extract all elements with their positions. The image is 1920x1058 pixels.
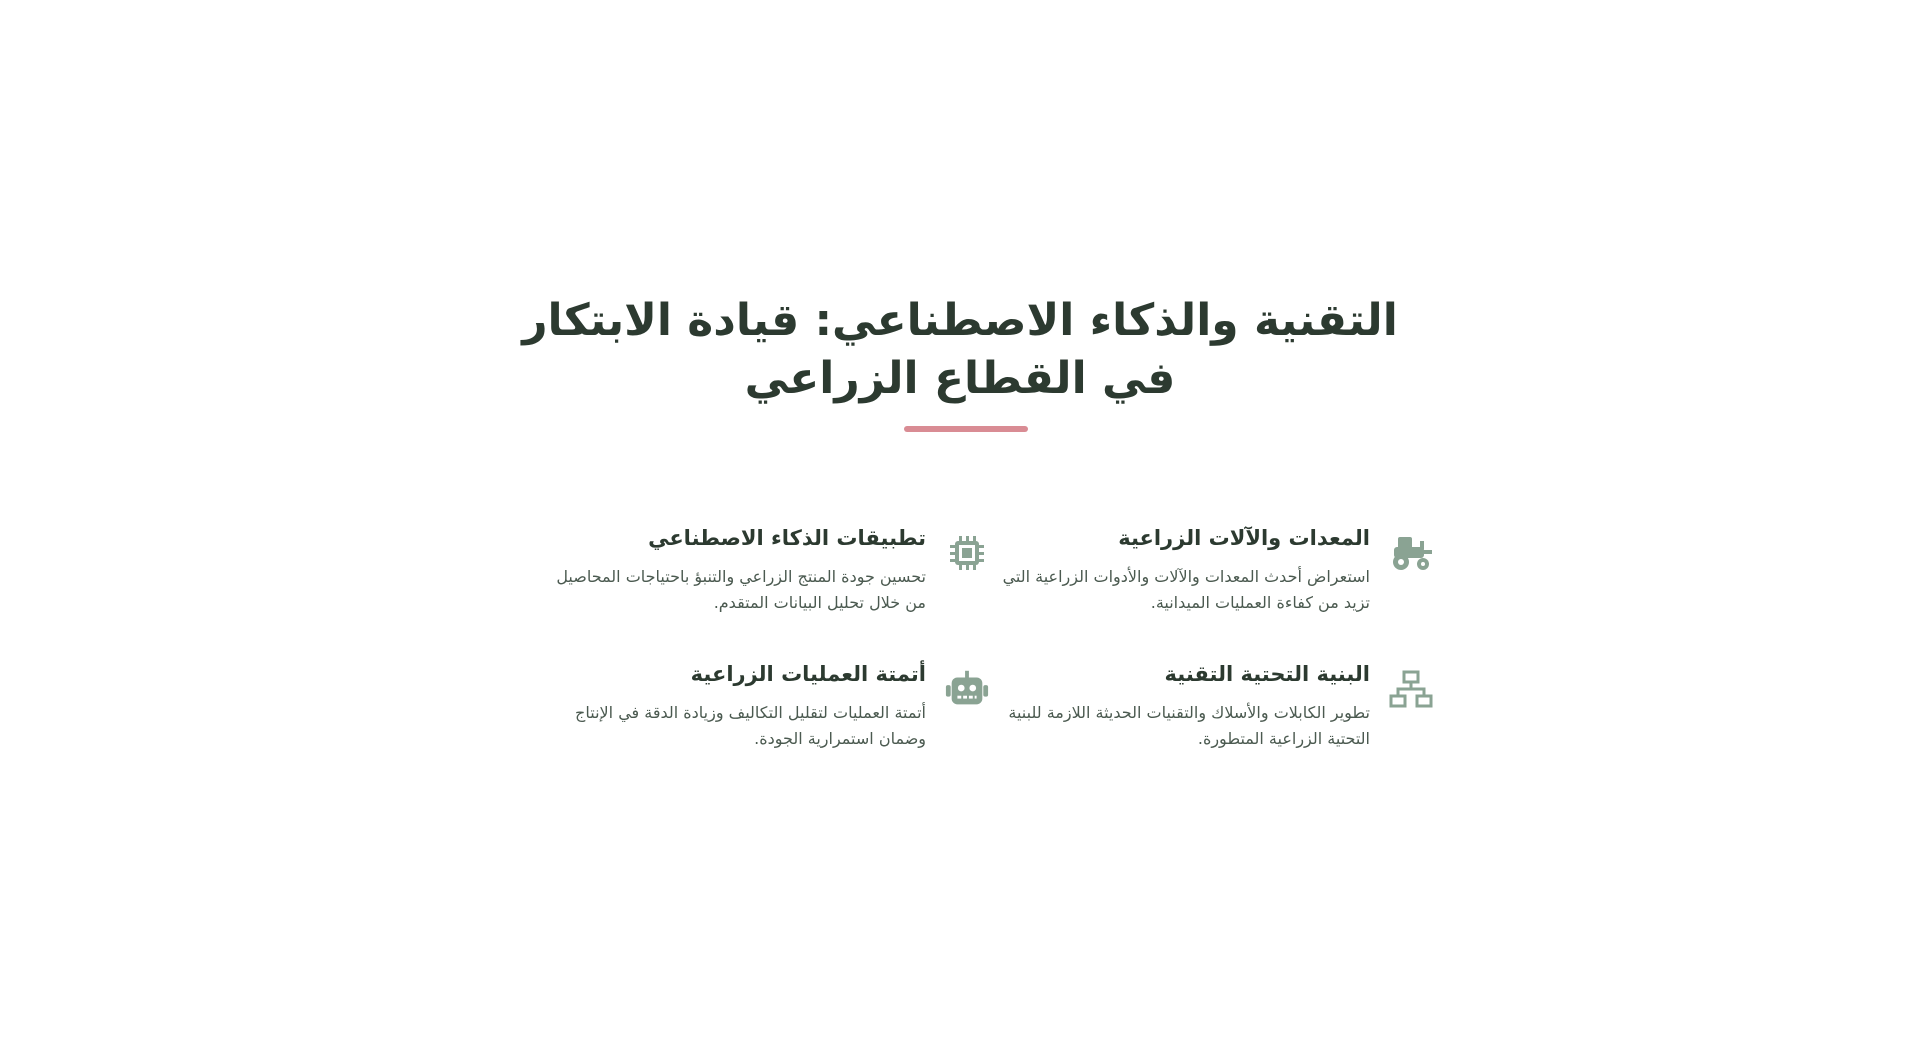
feature-description: تطوير الكابلات والأسلاك والتقنيات الحديثة اللازمة للبنية التحتية الزراعية المتطورة.: [1008, 703, 1370, 748]
feature-description: أتمتة العمليات لتقليل التكاليف وزيادة الدقة في الإنتاج وضمان استمرارية الجودة.: [575, 703, 926, 748]
feature-description: استعراض أحدث المعدات والآلات والأدوات الزراعية التي تزيد من كفاءة العمليات الميدانية.: [1002, 567, 1370, 612]
feature-title: البنية التحتية التقنية: [1164, 662, 1370, 686]
page-title: التقنية والذكاء الاصطناعي: قيادة الابتكار في القطاع الزراعي: [522, 295, 1398, 404]
microchip-icon: [944, 530, 990, 576]
features-grid: [546, 524, 1434, 752]
feature-card-ai: [546, 524, 990, 616]
title-underline: [904, 426, 1028, 432]
network-icon: [1388, 666, 1434, 712]
tractor-icon: [1388, 530, 1434, 576]
feature-card-equipment: [990, 524, 1434, 616]
robot-icon: [944, 666, 990, 712]
feature-title: تطبيقات الذكاء الاصطناعي: [648, 526, 926, 550]
feature-card-infrastructure: [990, 660, 1434, 752]
feature-description: تحسين جودة المنتج الزراعي والتنبؤ باحتياجات المحاصيل من خلال تحليل البيانات المتقدم.: [556, 567, 926, 612]
feature-card-automation: [546, 660, 990, 752]
feature-title: أتمتة العمليات الزراعية: [690, 662, 926, 686]
feature-title: المعدات والآلات الزراعية: [1118, 526, 1370, 550]
